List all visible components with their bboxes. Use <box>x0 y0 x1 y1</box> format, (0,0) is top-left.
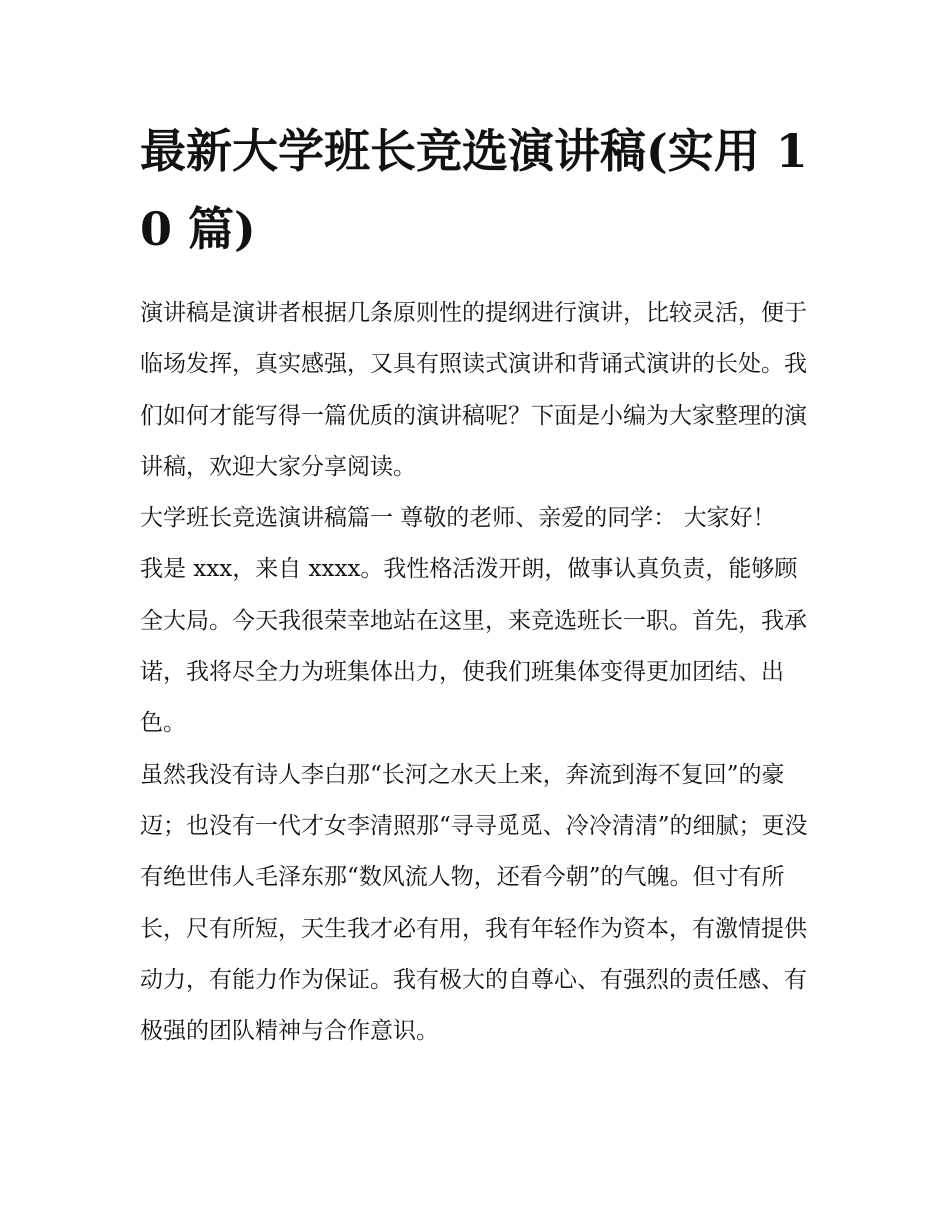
paragraph-qualities: 虽然我没有诗人李白那“长河之水天上来，奔流到海不复回”的豪迈；也没有一代才女李清照那“寻寻觅觅、冷冷清清”的细腻；更没有绝世伟人毛泽东那“数风流人物，还看今朝”的气魄。但寸有所长，尺有所短，天生我才必有用，我有年轻作为资本，有激情提供动力，有能力作为保证。我有极大的自尊心、有强烈的责任感、有极强的团队精神与合作意识。 <box>140 761 808 1045</box>
document-body <box>140 112 816 1057</box>
document-title: 最新大学班长竞选演讲稿(实用 10 篇) <box>140 124 808 256</box>
paragraph-greeting: 大学班长竞选演讲稿篇一 尊敬的老师、亲爱的同学： 大家好！ <box>140 505 776 532</box>
paragraph-intro: 演讲稿是演讲者根据几条原则性的提纲进行演讲，比较灵活，便于临场发挥，真实感强，又具有照读式演讲和背诵式演讲的长处。我们如何才能写得一篇优质的演讲稿呢？下面是小编为大家整理的演讲稿，欢迎大家分享阅读。 <box>140 300 807 480</box>
paragraph-self-introduction: 我是 xxx，来自 xxxx。我性格活泼开朗，做事认真负责，能够顾全大局。今天我很荣幸地站在这里，来竞选班长一职。首先，我承诺，我将尽全力为班集体出力，使我们班集体变得更加团结、出色。 <box>140 556 807 737</box>
